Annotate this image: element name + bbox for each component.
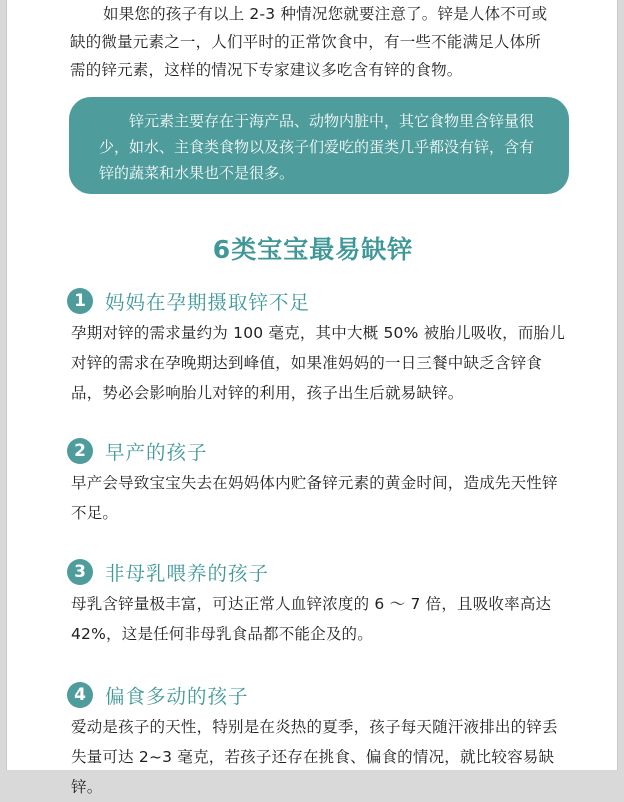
item-1-heading: [67, 286, 310, 316]
intro-line-2: 缺的微量元素之一，人们平时的正常饮食中，有一些不能满足人体所: [70, 33, 542, 51]
intro-line-1: 如果您的孩子有以上 2-3 种情况您就要注意了。锌是人体不可或: [103, 5, 548, 23]
zinc-source-callout: [69, 97, 569, 194]
item-3-title: 非母乳喂养的孩子: [105, 562, 270, 585]
item-2-heading: [67, 436, 208, 466]
item-1-title: 妈妈在孕期摄取锌不足: [105, 291, 311, 314]
number-badge-1: 1: [67, 288, 93, 314]
item-4-heading: [67, 680, 249, 710]
number-badge-4: 4: [67, 682, 93, 708]
item-4-body: 爱动是孩子的天性，特别是在炎热的夏季，孩子每天随汗液排出的锌丢失量可达 2~3 毫克，若孩子还存在挑食、偏食的情况，就比较容易缺锌。: [71, 718, 558, 796]
number-badge-3: 3: [67, 559, 93, 585]
callout-text: 锌元素主要存在于海产品、动物内脏中，其它食物里含锌量很少，如水、主食类食物以及孩子们爱吃的蛋类几乎都没有锌，含有锌的蔬菜和水果也不是很多。: [99, 112, 535, 182]
intro-paragraph: [70, 0, 570, 84]
document-page: [6, 0, 618, 796]
item-2-body: 早产会导致宝宝失去在妈妈体内贮备锌元素的黄金时间，造成先天性锌不足。: [71, 474, 558, 522]
number-badge-2: 2: [67, 438, 93, 464]
intro-line-3: 需的锌元素，这样的情况下专家建议多吃含有锌的食物。: [70, 61, 463, 79]
item-3-body: 母乳含锌量极丰富，可达正常人血锌浓度的 6 ～ 7 倍，且吸收率高达 42%，这是任何非母乳食品都不能企及的。: [71, 595, 552, 643]
item-1-body: 孕期对锌的需求量约为 100 毫克，其中大概 50% 被胎儿吸收，而胎儿对锌的需求在孕晚期达到峰值，如果准妈妈的一日三餐中缺乏含锌食品，势必会影响胎儿对锌的利用，孩子出生后就易缺锌。: [71, 324, 565, 402]
item-4-title: 偏食多动的孩子: [105, 685, 249, 708]
section-title: 6类宝宝最易缺锌: [212, 235, 414, 264]
item-2-title: 早产的孩子: [105, 441, 208, 464]
item-3-heading: [67, 557, 269, 587]
